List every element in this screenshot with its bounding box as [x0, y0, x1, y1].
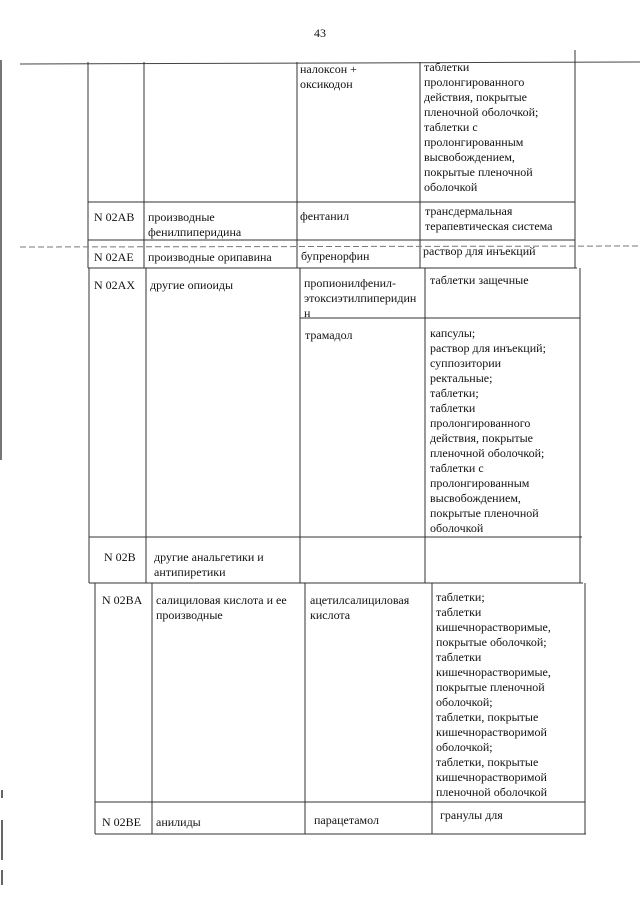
dosage-form-cell: таблетки пролонгированного действия, покрытые пленочной оболочкой; таблетки с пролонгированным высвобождением, покрытые пленочной оболочкой — [424, 60, 539, 194]
drug-cell: парацетамол — [314, 813, 379, 827]
atc-code-cell: N 02AE — [94, 250, 134, 264]
drug-cell: ацетилсалициловая кислота — [310, 593, 410, 622]
page-number: 43 — [314, 26, 326, 40]
atc-code-cell: N 02BE — [102, 815, 141, 829]
dosage-form-cell: трансдермальная терапевтическая система — [425, 204, 553, 233]
dosage-form-cell: раствор для инъекций — [423, 244, 536, 258]
dosage-form-cell: капсулы; раствор для инъекций; суппозитории ректальные; таблетки; таблетки пролонгированного действия, покрытые пленочной оболочкой; таблетки с пролонгированным высвобождением, покрытые пленочной оболочкой — [430, 326, 546, 535]
atc-code-cell: N 02AX — [94, 278, 135, 292]
dosage-form-cell: таблетки; таблетки кишечнорастворимые, покрытые оболочкой; таблетки кишечнорастворимые, покрытые пленочной оболочкой; таблетки, покрытые кишечнорастворимой оболочкой; таблетки, покрытые кишечнорастворимой пленочной оболочкой — [436, 590, 551, 799]
group-cell: анилиды — [156, 815, 201, 829]
group-cell: другие опиоиды — [150, 278, 234, 292]
group-cell: салициловая кислота и ее производные — [156, 593, 287, 622]
atc-code-cell: N 02B — [104, 550, 136, 564]
drug-cell: пропионилфенил- этоксиэтилпиперидин н — [304, 276, 417, 320]
dosage-form-cell: гранулы для — [440, 808, 503, 822]
group-cell: другие анальгетики и антипиретики — [154, 550, 264, 579]
drug-cell: бупренорфин — [301, 249, 370, 263]
group-cell: производные фенилпиперидина — [148, 210, 242, 239]
drug-cell: налоксон + оксикодон — [300, 62, 357, 91]
atc-code-cell: N 02AB — [94, 210, 135, 224]
group-cell: производные орипавина — [148, 250, 272, 264]
dosage-form-cell: таблетки защечные — [430, 273, 529, 287]
drug-cell: фентанил — [300, 209, 350, 223]
atc-code-cell: N 02BA — [102, 593, 143, 607]
drug-cell: трамадол — [305, 328, 353, 342]
